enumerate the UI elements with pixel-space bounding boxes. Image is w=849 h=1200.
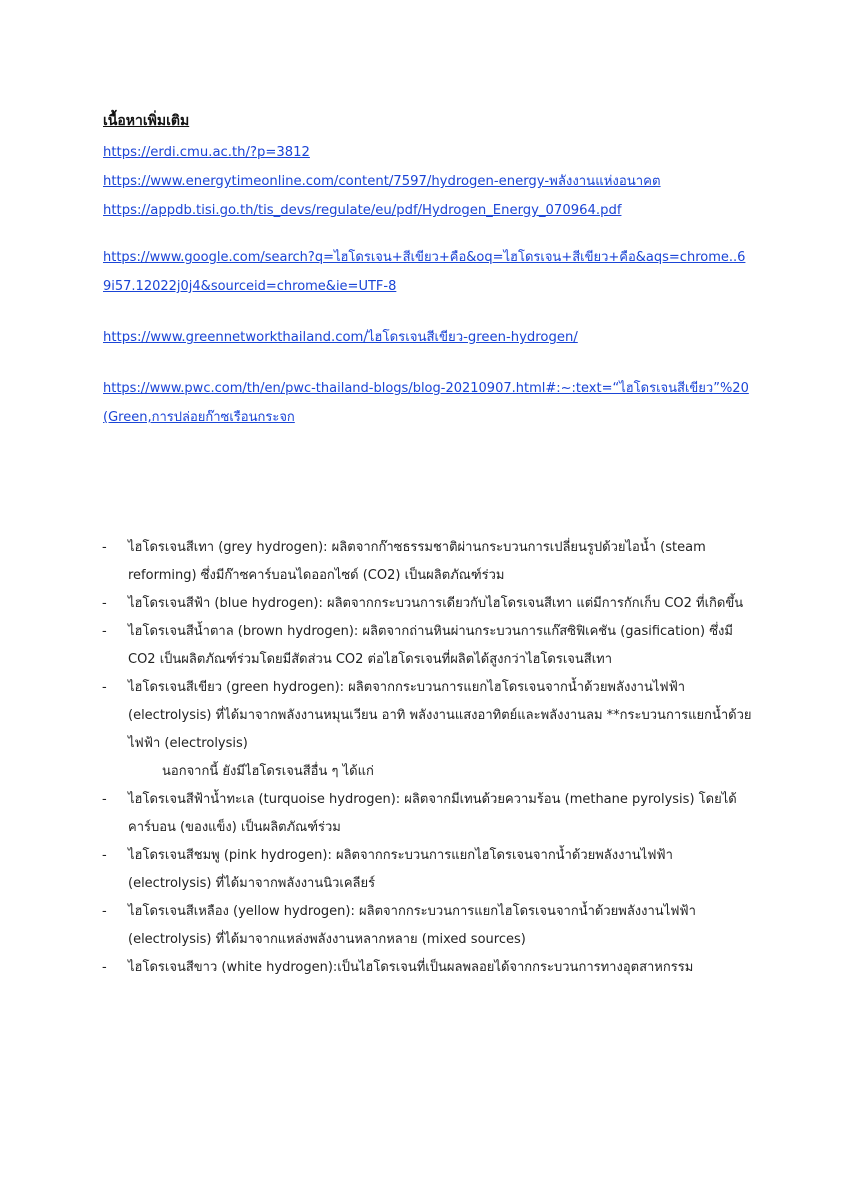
reference-link-greennetwork[interactable]: https://www.greennetworkthailand.com/ไฮโดรเจนสีเขียว-green-hydrogen/ [103,330,578,345]
reference-link-energytimeonline[interactable]: https://www.energytimeonline.com/content/7597/hydrogen-energy-พลังงานแห่งอนาคต [103,174,661,189]
hydrogen-type-brown: - ไฮโดรเจนสีน้ำตาล (brown hydrogen): ผลิตจากถ่านหินผ่านกระบวนการแก๊สซิฟิเคชัน (gasification) ซึ่งมี CO2 เป็นผลิตภัณฑ์ร่วมโดยมีสัดส่วน CO2 ต่อไฮโดรเจนที่ผลิตได้สูงกว่าไฮโดรเจนสีเทา [100,618,752,674]
hydrogen-type-yellow: - ไฮโดรเจนสีเหลือง (yellow hydrogen): ผลิตจากกระบวนการแยกไฮโดรเจนจากน้ำด้วยพลังงานไฟฟ้า (electrolysis) ที่ได้มาจากแหล่งพลังงานหลากหลาย (mixed sources) [100,898,752,954]
hydrogen-type-blue: - ไฮโดรเจนสีฟ้า (blue hydrogen): ผลิตจากกระบวนการเดียวกับไฮโดรเจนสีเทา แต่มีการกักเก็บ CO2 ที่เกิดขึ้น [100,590,752,618]
section-heading: เนื้อหาเพิ่มเติม [103,113,190,129]
link-item [103,138,763,167]
hydrogen-type-pink: - ไฮโดรเจนสีชมพู (pink hydrogen): ผลิตจากกระบวนการแยกไฮโดรเจนจากน้ำด้วยพลังงานไฟฟ้า (electrolysis) ที่ได้มาจากพลังงานนิวเคลียร์ [100,842,752,898]
link-item [103,167,763,196]
hydrogen-type-turquoise: - ไฮโดรเจนสีฟ้าน้ำทะเล (turquoise hydrogen): ผลิตจากมีเทนด้วยความร้อน (methane pyrolysis) โดยได้คาร์บอน (ของแข็ง) เป็นผลิตภัณฑ์ร่วม [100,786,752,842]
hydrogen-type-green: - ไฮโดรเจนสีเขียว (green hydrogen): ผลิตจากกระบวนการแยกไฮโดรเจนจากน้ำด้วยพลังงานไฟฟ้า (electrolysis) ที่ได้มาจากพลังงานหมุนเวียน อาทิ พลังงานแสงอาทิตย์และพลังงานลม **กระบวนการแยกน้ำด้วยไฟฟ้า (electrolysis) [100,674,752,758]
reference-link-list [103,138,763,432]
link-item [103,196,763,225]
hydrogen-type-white: - ไฮโดรเจนสีขาว (white hydrogen):เป็นไฮโดรเจนที่เป็นผลพลอยได้จากกระบวนการทางอุตสาหกรรม [100,954,752,982]
link-item [103,243,763,301]
link-item [103,374,763,432]
hydrogen-type-grey: - ไฮโดรเจนสีเทา (grey hydrogen): ผลิตจากก๊าซธรรมชาติผ่านกระบวนการเปลี่ยนรูปด้วยไอน้ำ (steam reforming) ซึ่งมีก๊าซคาร์บอนไดออกไซด์ (CO2) เป็นผลิตภัณฑ์ร่วม [100,534,752,590]
link-item [103,323,763,352]
reference-link-erdi[interactable]: https://erdi.cmu.ac.th/?p=3812 [103,145,310,160]
hydrogen-types-list [100,534,752,982]
reference-link-tisi[interactable]: https://appdb.tisi.go.th/tis_devs/regulate/eu/pdf/Hydrogen_Energy_070964.pdf [103,203,622,218]
reference-link-google-search[interactable]: https://www.google.com/search?q=ไฮโดรเจน+สีเขียว+คือ&oq=ไฮโดรเจน+สีเขียว+คือ&aqs=chrome..69i57.12022j0j4&sourceid=chrome&ie=UTF-8 [103,250,746,294]
reference-link-pwc[interactable]: https://www.pwc.com/th/en/pwc-thailand-blogs/blog-20210907.html#:~:text=“ไฮโดรเจนสีเขียว”%20(Green,การปล่อยก๊าซเรือนกระจก [103,381,749,425]
other-colors-note: นอกจากนี้ ยังมีไฮโดรเจนสีอื่น ๆ ได้แก่ [162,764,374,779]
